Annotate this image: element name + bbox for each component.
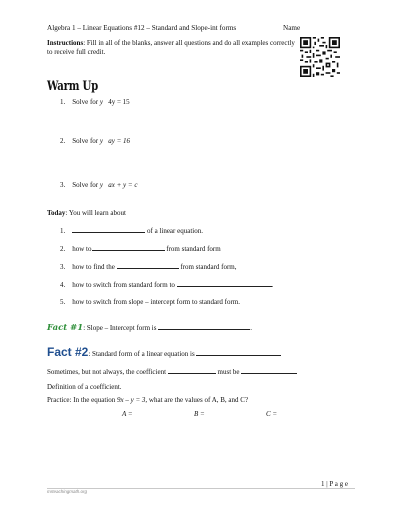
fill-in-blank[interactable] [158,323,250,330]
fill-in-blank[interactable] [92,244,165,251]
today-item: 2. how to from standard form [60,245,221,253]
fill-in-blank[interactable] [196,349,281,356]
today-item: 1. of a linear equation. [60,227,203,235]
today-label: Today [47,209,66,217]
fill-in-blank[interactable] [117,262,179,269]
fill-in-blank[interactable] [241,367,297,374]
today-line [47,209,126,217]
warm-up-heading: Warm Up [47,79,98,94]
b-label: B = [194,410,205,418]
fact-1-text: : Slope – Intercept form is [83,324,159,332]
instructions-label: Instructions [47,39,84,47]
today-item: 3. how to find the from standard form, [60,263,237,271]
warm-up-item: 1. Solve for y 4y = 15 [60,98,130,106]
today-item: 5. how to switch from slope – intercept form to standard form. [60,298,241,306]
c-label: C = [266,410,278,418]
fill-in-blank[interactable] [177,280,272,287]
a-label: A = [122,410,133,418]
qr-code [300,37,340,77]
coefficient-sentence: Sometimes, but not always, the coefficient must be [47,367,297,376]
practice-equation: 9x – y = 3 [116,396,146,404]
instructions-text: : Fill in all of the blanks, answer all questions and do all examples correctly to receive full credit. [47,39,295,57]
fill-in-blank[interactable] [72,226,145,233]
worksheet-title: Algebra 1 – Linear Equations #12 – Standard and Slope-int forms [47,24,237,32]
warm-up-item: 2. Solve for y ay = 16 [60,137,131,145]
page-number: 1 | P a g e [321,480,348,488]
practice-line: Practice: In the equation 9x – y = 3, what are the values of A, B, and C? [47,396,249,404]
fact-1: Fact #1: Slope – Intercept form is . [47,323,252,333]
today-text: : You will learn about [65,209,126,217]
page-header [47,24,301,32]
instructions [47,39,297,58]
footer-site: mrteachingmath.org [47,489,88,494]
today-item: 4. how to switch from standard form to . [60,281,274,289]
fact-2 [47,343,281,361]
warm-up-item: 3. Solve for y ax + y = c [60,181,138,189]
fact-2-tag: Fact #2 [47,345,89,359]
fill-in-blank[interactable] [168,367,216,374]
definition-line: Definition of a coefficient. [47,383,122,391]
fact-2-text: : Standard form of a linear equation is [88,350,197,358]
footer-divider [47,488,355,489]
fact-1-tag: Fact #1 [47,323,84,333]
name-label: Name [283,24,301,32]
